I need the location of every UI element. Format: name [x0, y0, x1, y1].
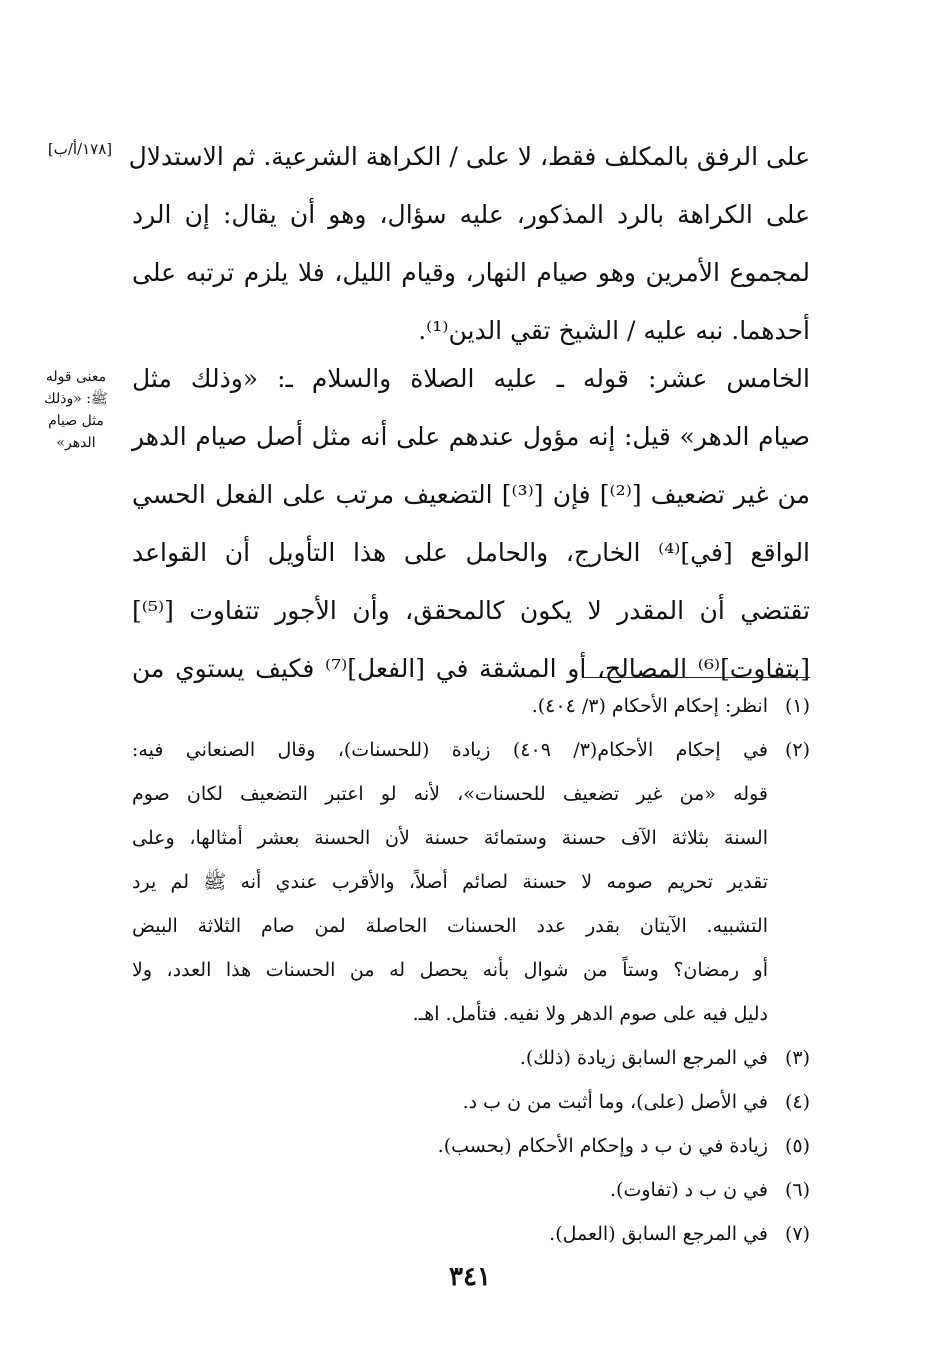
footnote-7 — [132, 1212, 810, 1256]
footnote-3 — [132, 1036, 810, 1080]
footnote-line: في المرجع السابق (العمل). — [549, 1223, 768, 1245]
footnotes — [132, 684, 810, 1256]
text-line: على الكراهة بالرد المذكور، عليه سؤال، وهو أن يقال: إن الرد — [132, 200, 810, 229]
text-line: تقتضي أن المقدر لا يكون كالمحقق، وأن الأجور تتفاوت [⁽⁵⁾] — [132, 596, 810, 625]
footnote-number: (١) — [784, 695, 810, 717]
footnote-number: (٤) — [784, 1091, 810, 1113]
footnote-line: زيادة في ن ب د وإحكام الأحكام (بحسب). — [437, 1135, 768, 1157]
footnote-number: (٦) — [784, 1179, 810, 1201]
footnote-2 — [132, 728, 810, 1036]
margin-topic-line: ﷺ: «وذلك — [44, 391, 108, 407]
footnote-line: أو رمضان؟ وستاً من شوال بأنه يحصل له من الحسنات هذا العدد، ولا — [132, 959, 768, 981]
footnote-line: دليل فيه على صوم الدهر ولا نفيه. فتأمل. اهـ. — [412, 1003, 768, 1025]
text-line: على الرفق بالمكلف فقط، لا على / الكراهة الشرعية. ثم الاستدلال — [128, 142, 810, 171]
footnote-line: في إحكام الأحكام(٣/ ٤٠٩) زيادة (للحسنات)، وقال الصنعاني فيه: — [132, 739, 768, 761]
text-line: الواقع [في]⁽⁴⁾ الخارج، والحامل على هذا التأويل أن القواعد — [132, 538, 811, 567]
margin-manuscript-ref: [١٧٨/أ/ب] — [47, 140, 113, 158]
footnote-number: (٢) — [784, 739, 810, 761]
text-line: الخامس عشر: قوله ـ عليه الصلاة والسلام ـ: «وذلك مثل — [132, 364, 810, 393]
footnote-line: في ن ب د (تفاوت). — [610, 1179, 768, 1201]
footnote-number: (٣) — [784, 1047, 810, 1069]
footnote-6 — [132, 1168, 810, 1212]
text-line: صيام الدهر» قيل: إنه مؤول عندهم على أنه مثل أصل صيام الدهر — [132, 422, 810, 451]
footnote-line: قوله «من غير تضعيف للحسنات»، لأنه لو اعتبر التضعيف لكان صوم — [132, 783, 768, 805]
page-number: ٣٤١ — [449, 1262, 491, 1292]
footnote-line: في الأصل (على)، وما أثبت من ن ب د. — [462, 1091, 768, 1113]
footnote-1 — [132, 684, 810, 728]
footnote-line: التشبيه. الآيتان بقدر عدد الحسنات الحاصلة لمن صام الثلاثة البيض — [132, 915, 768, 937]
text-line: أحدهما. نبه عليه / الشيخ تقي الدين⁽¹⁾. — [418, 316, 810, 345]
paragraph-1 — [128, 128, 810, 360]
footnote-number: (٧) — [784, 1223, 810, 1245]
footnote-line: في المرجع السابق زيادة (ذلك). — [519, 1047, 768, 1069]
footnote-line: السنة بثلاثة الآف حسنة وستمائة حسنة لأن الحسنة بعشر أمثالها، وعلى — [132, 827, 768, 849]
footnote-number: (٥) — [784, 1135, 810, 1157]
footnote-4 — [132, 1080, 810, 1124]
margin-topic-note — [26, 366, 126, 454]
margin-topic-line: مثل صيام — [48, 413, 104, 429]
margin-topic-line: معنى قوله — [45, 369, 107, 385]
footnote-5 — [132, 1124, 810, 1168]
footnote-line: تقدير تحريم صومه لا حسنة لصائم أصلاً، والأقرب عندي أنه ﷺ لم يرد — [132, 871, 768, 893]
text-line: لمجموع الأمرين وهو صيام النهار، وقيام الليل، فلا يلزم ترتبه على — [132, 258, 810, 287]
text-line: من غير تضعيف [⁽²⁾] فإن [⁽³⁾] التضعيف مرتب على الفعل الحسي — [132, 480, 810, 509]
text-line: [بتفاوت]⁽⁶⁾ المصالح، أو المشقة في [الفعل]⁽⁷⁾ فكيف يستوي من — [132, 654, 810, 683]
footnote-separator — [582, 677, 810, 678]
margin-topic-line: الدهر» — [56, 435, 96, 451]
footnote-line: انظر: إحكام الأحكام (٣/ ٤٠٤). — [531, 695, 768, 717]
paragraph-2 — [132, 350, 810, 698]
